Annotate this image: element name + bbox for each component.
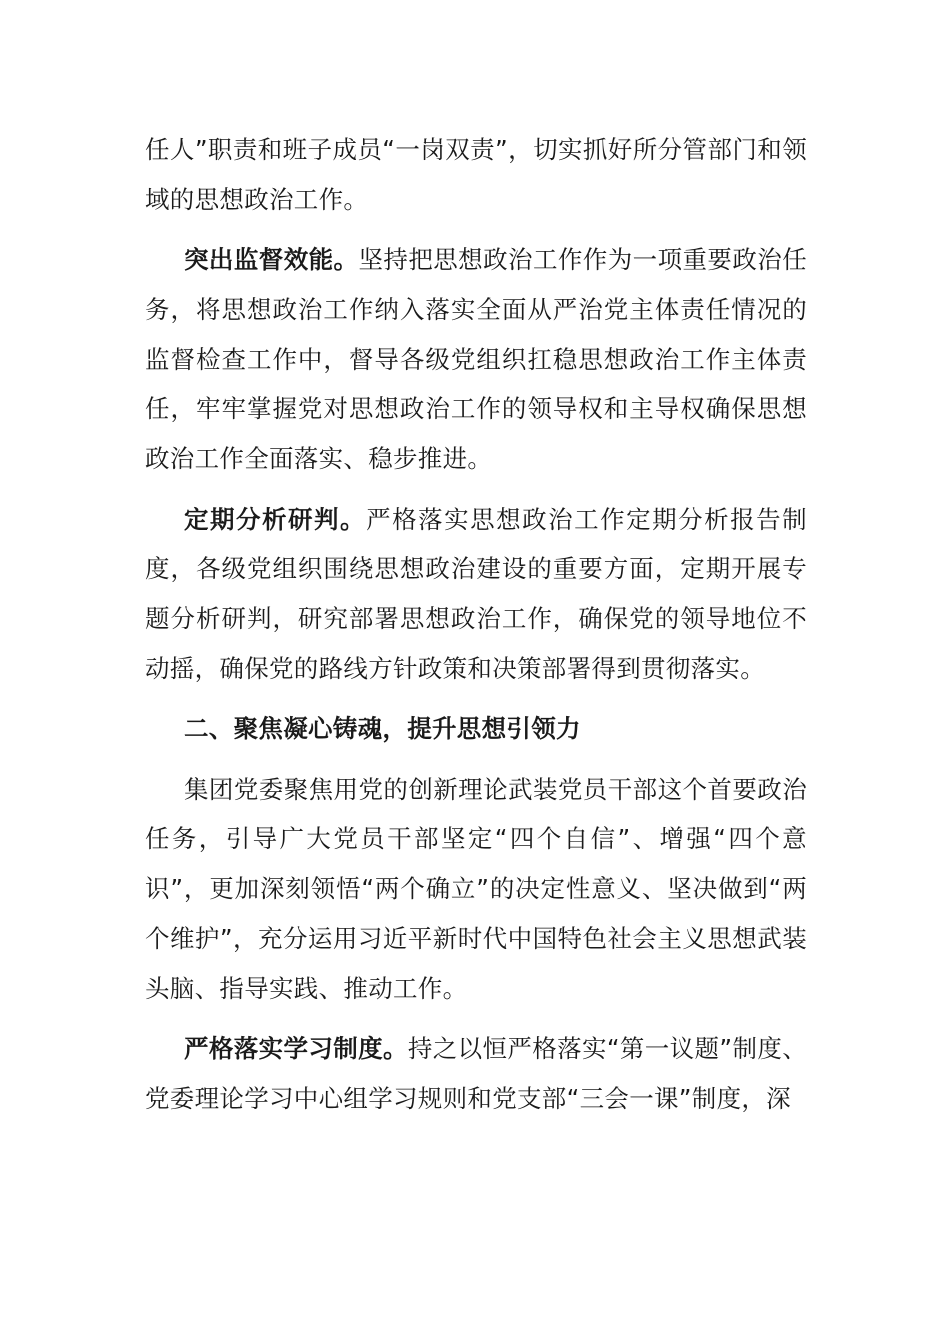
paragraph-intro xyxy=(145,765,807,1014)
paragraph-supervision xyxy=(145,235,807,484)
paragraph-lead: 突出监督效能。 xyxy=(184,245,359,275)
paragraph-lead: 定期分析研判。 xyxy=(184,504,367,534)
paragraph-analysis xyxy=(145,495,807,694)
paragraph-text: 持之以恒严格落实“第一议题”制度、党委理论学习中心组学习规则和党支部“三会一课”制度，深 xyxy=(145,1034,808,1113)
paragraph-text: 严格落实思想政治工作定期分析报告制度，各级党组织围绕思想政治建设的重要方面，定期开展专题分析研判，研究部署思想政治工作，确保党的领导地位不动摇，确保党的路线方针政策和决策部署得到贯彻落实。 xyxy=(145,504,807,683)
paragraph-text: 集团党委聚焦用党的创新理论武装党员干部这个首要政治任务，引导广大党员干部坚定“四个自信”、增强“四个意识”，更加深刻领悟“两个确立”的决定性意义、坚决做到“两个维护”，充分运用习近平新时代中国特色社会主义思想武装头脑、指导实践、推动工作。 xyxy=(145,774,807,1003)
section-heading: 二、聚焦凝心铸魂，提升思想引领力 xyxy=(184,714,581,744)
paragraph-study-system xyxy=(145,1024,807,1124)
document-page xyxy=(145,125,807,1124)
paragraph-lead: 严格落实学习制度。 xyxy=(184,1034,408,1064)
paragraph-text: 坚持把思想政治工作作为一项重要政治任务，将思想政治工作纳入落实全面从严治党主体责任情况的监督检查工作中，督导各级党组织扛稳思想政治工作主体责任，牢牢掌握党对思想政治工作的领导权和主导权确保思想政治工作全面落实、稳步推进。 xyxy=(145,245,807,474)
paragraph-text: 任人”职责和班子成员“一岗双责”，切实抓好所分管部门和领域的思想政治工作。 xyxy=(145,135,807,214)
paragraph-continuation xyxy=(145,125,807,225)
